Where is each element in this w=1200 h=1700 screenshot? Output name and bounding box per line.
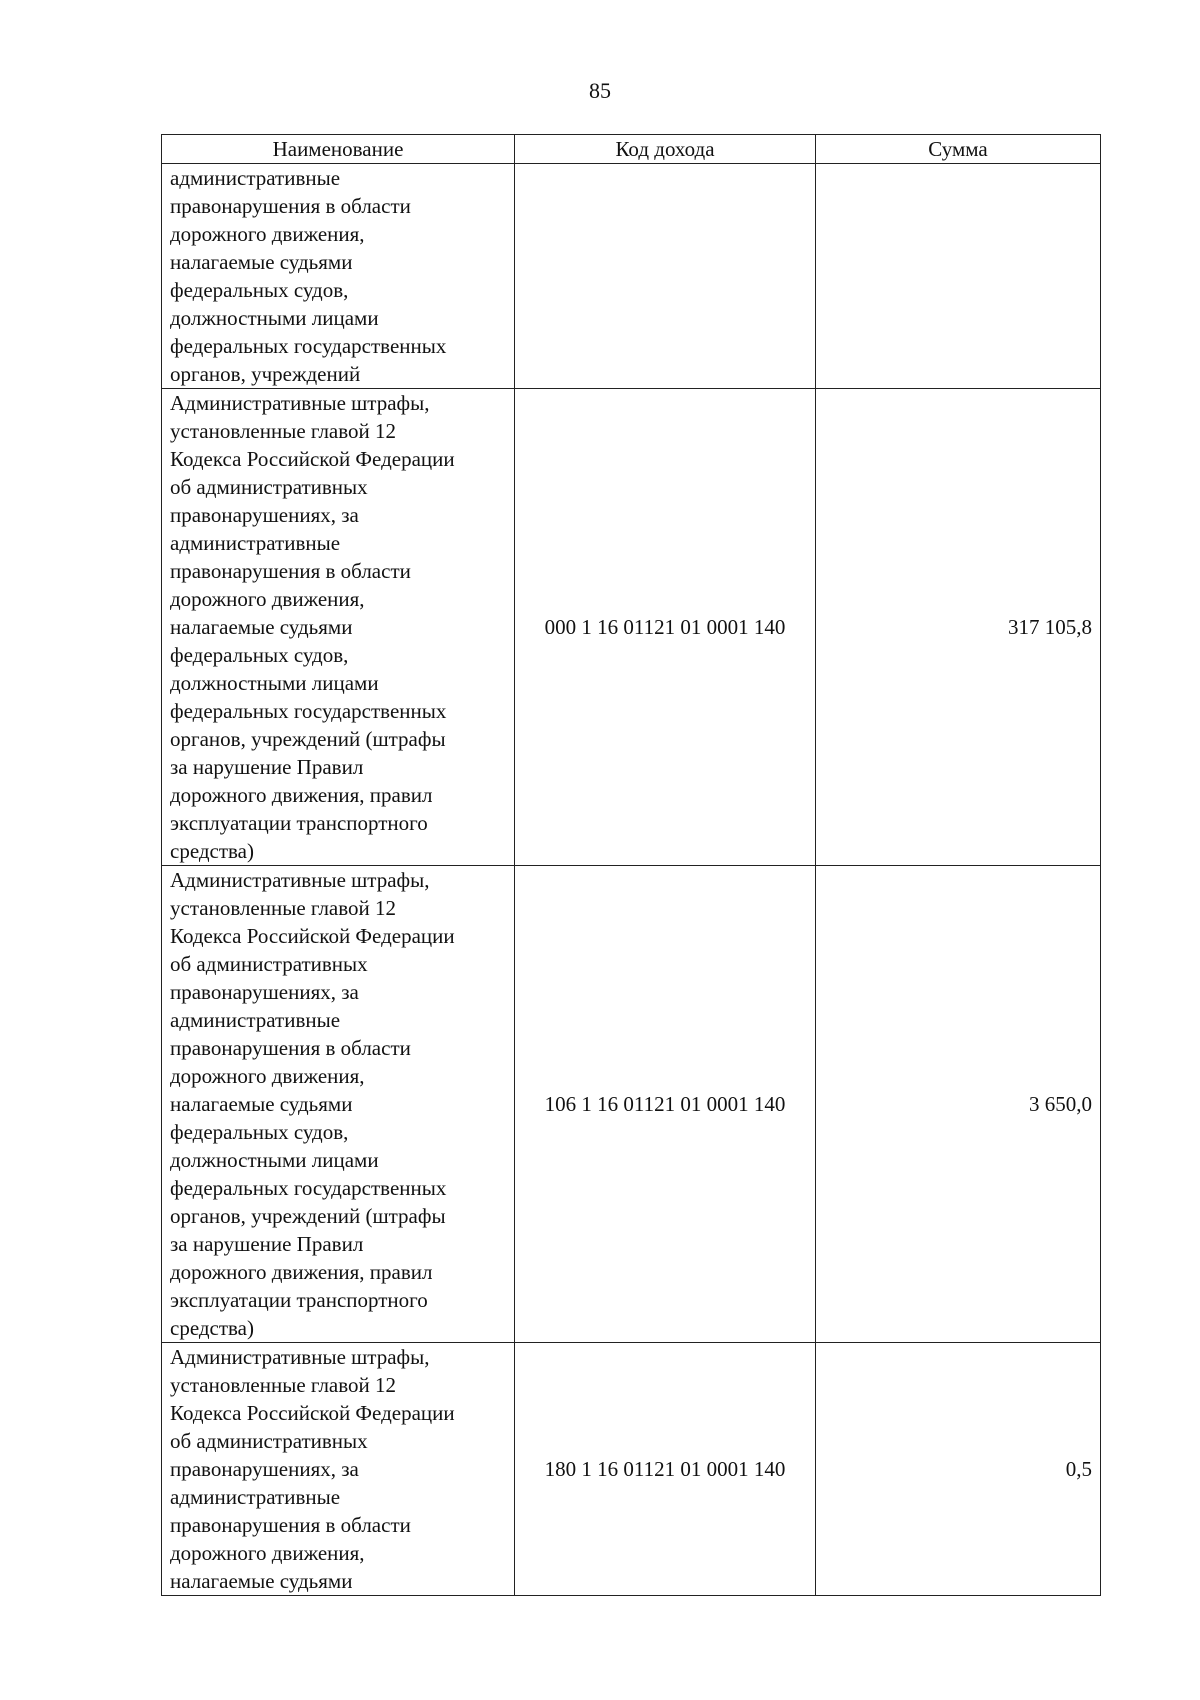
revenue-name-line: за нарушение Правил [170, 1232, 364, 1256]
revenue-name-line: федеральных государственных [170, 334, 447, 358]
revenue-name-line: дорожного движения, правил [170, 783, 433, 807]
revenue-name-cell [162, 389, 515, 866]
column-header-sum: Сумма [816, 135, 1101, 164]
revenue-code-cell: 106 1 16 01121 01 0001 140 [515, 866, 816, 1343]
revenue-name-line: дорожного движения, [170, 1064, 365, 1088]
revenue-name-line: эксплуатации транспортного [170, 811, 428, 835]
revenue-name-line: административные [170, 531, 341, 555]
revenue-name-line: правонарушениях, за [170, 503, 359, 527]
revenue-name-line: Кодекса Российской Федерации [170, 447, 455, 471]
revenue-name-line: налагаемые судьями [170, 250, 353, 274]
revenue-name-line: налагаемые судьями [170, 1569, 353, 1593]
revenue-name-line: административные [170, 1008, 341, 1032]
revenue-name-line: правонарушения в области [170, 1036, 411, 1060]
revenue-name-line: дорожного движения, [170, 222, 365, 246]
revenue-name-cell [162, 164, 515, 389]
revenue-name-line: дорожного движения, [170, 1541, 365, 1565]
table-row [162, 164, 1101, 389]
revenue-name-line: об административных [170, 952, 368, 976]
revenue-name-line: федеральных судов, [170, 1120, 349, 1144]
revenue-name-line: правонарушения в области [170, 1513, 411, 1537]
revenue-name-line: эксплуатации транспортного [170, 1288, 428, 1312]
table-header-row [162, 135, 1101, 164]
revenue-name-line: федеральных государственных [170, 699, 447, 723]
revenue-sum-cell: 0,5 [816, 1343, 1101, 1596]
revenue-name-line: об административных [170, 475, 368, 499]
revenue-name-line: федеральных судов, [170, 643, 349, 667]
revenue-name-line: правонарушениях, за [170, 980, 359, 1004]
revenue-name-line: дорожного движения, правил [170, 1260, 433, 1284]
revenue-name-line: дорожного движения, [170, 587, 365, 611]
table-row [162, 389, 1101, 866]
revenue-name-line: органов, учреждений (штрафы [170, 727, 446, 751]
revenue-name-line: средства) [170, 1316, 254, 1340]
revenue-name-line: Кодекса Российской Федерации [170, 1401, 455, 1425]
revenue-name-line: федеральных судов, [170, 278, 349, 302]
revenue-name-line: органов, учреждений [170, 362, 361, 386]
revenue-name-line: административные [170, 166, 341, 190]
page-number: 85 [589, 78, 611, 103]
revenue-name-line: средства) [170, 839, 254, 863]
revenue-table [161, 134, 1101, 1596]
revenue-name-line: установленные главой 12 [170, 419, 397, 443]
column-header-code: Код дохода [515, 135, 816, 164]
revenue-name-line: Административные штрафы, [170, 1345, 430, 1369]
revenue-name-line: правонарушениях, за [170, 1457, 359, 1481]
revenue-name-line: об административных [170, 1429, 368, 1453]
revenue-code-cell: 180 1 16 01121 01 0001 140 [515, 1343, 816, 1596]
revenue-name-line: установленные главой 12 [170, 896, 397, 920]
revenue-sum-cell: 317 105,8 [816, 389, 1101, 866]
revenue-name-line: правонарушения в области [170, 194, 411, 218]
revenue-name-line: установленные главой 12 [170, 1373, 397, 1397]
column-header-name: Наименование [162, 135, 515, 164]
revenue-code-cell [515, 164, 816, 389]
revenue-name-line: за нарушение Правил [170, 755, 364, 779]
revenue-name-line: налагаемые судьями [170, 615, 353, 639]
revenue-name-line: налагаемые судьями [170, 1092, 353, 1116]
table-row [162, 1343, 1101, 1596]
revenue-name-cell [162, 866, 515, 1343]
revenue-sum-cell [816, 164, 1101, 389]
revenue-name-line: должностными лицами [170, 671, 379, 695]
revenue-name-cell [162, 1343, 515, 1596]
table-row [162, 866, 1101, 1343]
revenue-name-line: должностными лицами [170, 306, 379, 330]
table-body [162, 164, 1101, 1596]
revenue-name-line: должностными лицами [170, 1148, 379, 1172]
revenue-name-line: Административные штрафы, [170, 391, 430, 415]
revenue-name-line: Кодекса Российской Федерации [170, 924, 455, 948]
revenue-name-line: правонарушения в области [170, 559, 411, 583]
revenue-sum-cell: 3 650,0 [816, 866, 1101, 1343]
revenue-code-cell: 000 1 16 01121 01 0001 140 [515, 389, 816, 866]
revenue-name-line: органов, учреждений (штрафы [170, 1204, 446, 1228]
revenue-name-line: административные [170, 1485, 341, 1509]
revenue-name-line: федеральных государственных [170, 1176, 447, 1200]
revenue-name-line: Административные штрафы, [170, 868, 430, 892]
